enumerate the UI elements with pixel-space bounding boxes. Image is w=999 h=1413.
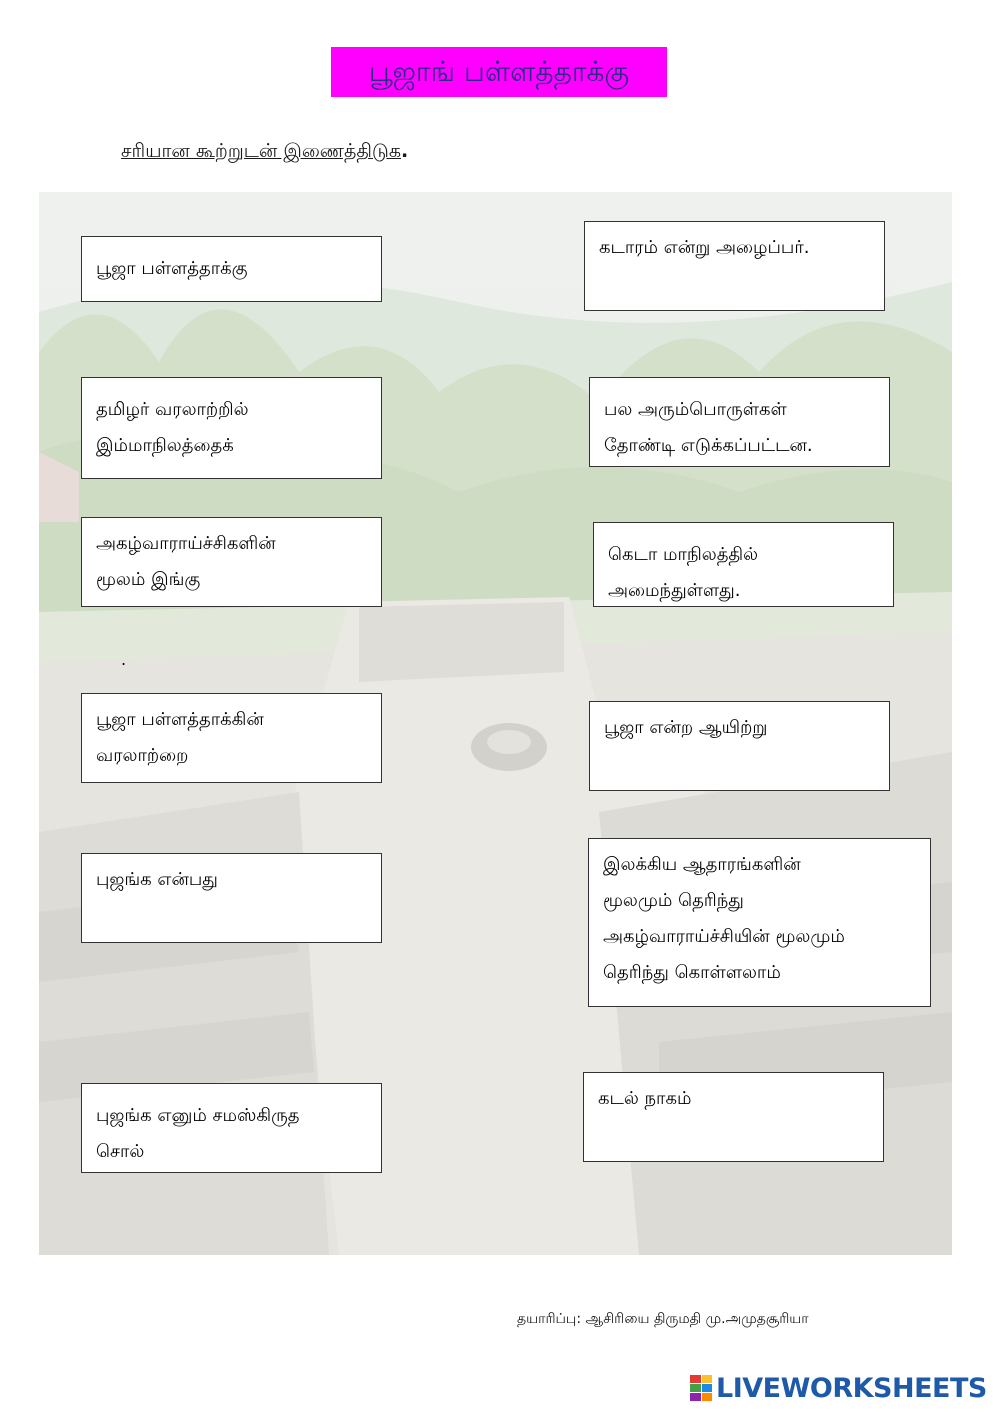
right-box-6-line-1: கடல் நாகம்: [598, 1088, 692, 1109]
right-box-5[interactable]: [588, 838, 931, 1007]
left-box-2-line-1: தமிழர் வரலாற்றில்: [96, 399, 249, 420]
right-box-6[interactable]: [583, 1072, 884, 1162]
left-box-5[interactable]: [81, 853, 382, 943]
instruction-period: .: [401, 140, 409, 162]
liveworksheets-logo[interactable]: [690, 1372, 987, 1404]
right-box-5-line-1: இலக்கிய ஆதாரங்களின்: [603, 854, 801, 875]
left-box-3-line-2: மூலம் இங்கு: [96, 569, 201, 590]
right-box-2-line-2: தோண்டி எடுக்கப்பட்டன.: [604, 435, 813, 456]
left-box-3-line-1: அகழ்வாராய்ச்சிகளின்: [96, 533, 276, 554]
left-box-2[interactable]: [81, 377, 382, 479]
left-box-5-line-1: புஜங்க என்பது: [96, 869, 218, 890]
right-box-4[interactable]: [589, 701, 890, 791]
right-box-5-line-4: தெரிந்து கொள்ளலாம்: [603, 962, 781, 983]
right-box-4-line-1: பூஜா என்ற ஆயிற்று: [604, 717, 768, 738]
right-box-3[interactable]: [593, 522, 894, 607]
left-box-2-line-2: இம்மாநிலத்தைக்: [96, 435, 234, 456]
left-box-4-line-2: வரலாற்றை: [96, 745, 189, 766]
page-title: பூஜாங் பள்ளத்தாக்கு: [331, 47, 667, 97]
liveworksheets-wordmark: LIVEWORKSHEETS: [716, 1372, 987, 1404]
right-box-1[interactable]: [584, 221, 885, 311]
left-box-6[interactable]: [81, 1083, 382, 1173]
right-box-5-line-2: மூலமும் தெரிந்து: [603, 890, 744, 911]
left-box-1[interactable]: [81, 236, 382, 302]
right-box-3-line-1: கெடா மாநிலத்தில்: [608, 544, 759, 565]
stray-mark: .: [121, 650, 127, 669]
right-box-5-line-3: அகழ்வாராய்ச்சியின் மூலமும்: [603, 926, 845, 947]
left-box-4[interactable]: [81, 693, 382, 783]
left-box-6-line-1: புஜங்க எனும் சமஸ்கிருத: [96, 1105, 300, 1126]
right-box-2-line-1: பல அரும்பொருள்கள்: [604, 399, 787, 420]
left-box-4-line-1: பூஜா பள்ளத்தாக்கின்: [96, 709, 264, 730]
right-box-3-line-2: அமைந்துள்ளது.: [608, 580, 741, 601]
left-box-3[interactable]: [81, 517, 382, 607]
left-box-6-line-2: சொல்: [96, 1141, 145, 1162]
liveworksheets-icon: [690, 1375, 712, 1401]
right-box-2[interactable]: [589, 377, 890, 467]
left-box-1-line-1: பூஜா பள்ளத்தாக்கு: [96, 258, 248, 279]
right-box-1-line-1: கடாரம் என்று அழைப்பர்.: [599, 237, 810, 258]
instruction-text: சரியான கூற்றுடன் இணைத்திடுக: [121, 140, 402, 162]
author-credit: தயாரிப்பு: ஆசிரியை திருமதி மு.அமுதசூரியா: [517, 1311, 809, 1327]
instruction: [121, 140, 408, 165]
